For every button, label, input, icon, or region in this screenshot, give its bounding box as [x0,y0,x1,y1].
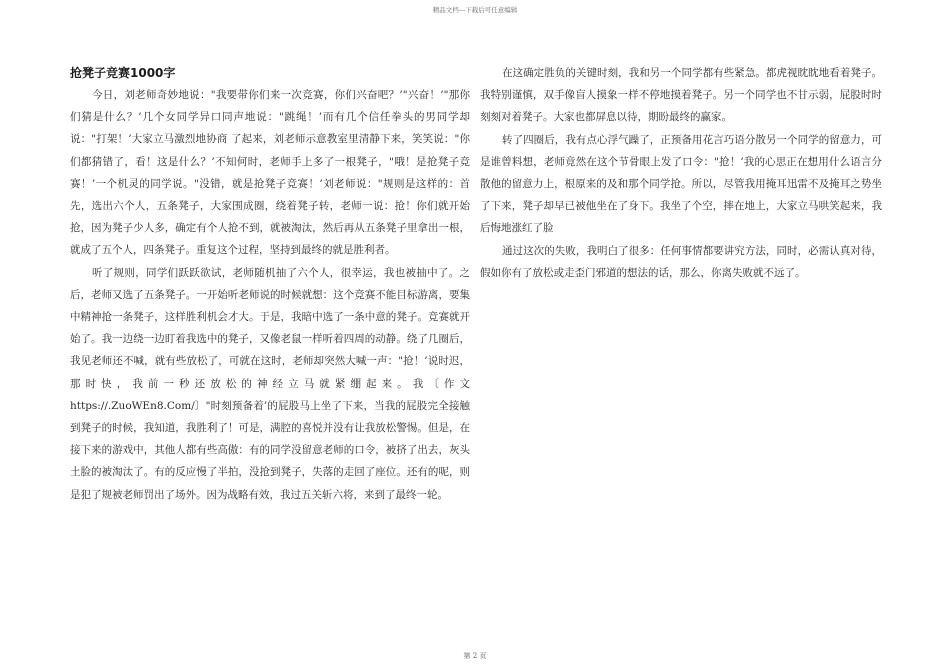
paragraph: 听了规则，同学们跃跃欲试，老师随机抽了六个人，很幸运，我也被抽中了。之后，老师又选了五条凳子。一开始听老师说的时候就想：这个竞赛不能目标游离，要集中精神抢一条凳子，这样胜利机会才大。于是，我暗中选了一条中意的凳子。竞赛就开始了。我一边绕一边盯着我选中的凳子，又像老鼠一样听着四周的动静。绕了几圈后，我见老师还不喊，就有些放松了，可就在这时，老师却突然大喊一声："抢！’说时迟，那时快，我前一秒还放松的神经立马就紧绷起来。我〔作文https://.ZuoWEn8.Com/〕"时刻预备着’的屁股马上坐了下来，当我的屁股完全接触到凳子的时候，我知道，我胜利了！可是，满腔的喜悦并没有让我放松警惕。但是，在接下来的游戏中，其他人都有些高傲：有的同学没留意老师的口令，被挤了出去，灰头土脸的被淘汰了。有的反应慢了半拍，没抢到凳子，失落的走回了座位。还有的呢，则是犯了规被老师罚出了场外。因为战略有效，我过五关斩六将，来到了最终一轮。 [70,266,470,501]
right-column [480,62,882,284]
page-number: 第 2 页 [463,652,487,660]
article-title: 抢凳子竞赛1000字 [70,66,176,80]
page-header: 精品文档---下载后可任意编辑 [432,6,518,14]
paragraph: 转了四圈后，我有点心浮气躁了，正预备用花言巧语分散另一个同学的留意力，可是谁曾料想，老师竟然在这个节骨眼上发了口令："抢！’我的心思正在想用什么语言分散他的留意力上，根原来的及和那个同学抢。所以，尽管我用掩耳迅雷不及掩耳之势坐了下来，凳子却早已被他坐在了身下。我坐了个空，摔在地上，大家立马哄笑起来，我后悔地涨红了脸 [480,133,882,235]
paragraph: 通过这次的失败，我明白了很多：任何事情都要讲究方法，同时，必需认真对待，假如你有了放松或走歪门邪道的想法的话，那么，你离失败就不远了。 [480,244,882,279]
left-column [70,62,470,506]
paragraph: 在这确定胜负的关键时刻，我和另一个同学都有些紧急。都虎视眈眈地看着凳子。我特别谨慎，双手像盲人摸象一样不停地摸着凳子。另一个同学也不甘示弱，屁股时时刻刻对着凳子。大家也都屏息以待，期盼最终的赢家。 [480,67,882,124]
paragraph: 今日，刘老师奇妙地说："我要带你们来一次竞赛，你们兴奋吧？’"兴奋！’"那你们猜是什么？’几个女同学异口同声地说："跳绳！’而有几个信任拳头的男同学却说："打架！’大家立马激烈地协商 了起来，刘老师示意教室里清静下来，笑笑说："你们都猜错了，看！这是什么？’不知何时，老师手上多了一根凳子，"哦！是抢凳子竞赛！’一个机灵的同学说。"没错，就是抢凳子竞赛！’刘老师说："规则是这样的：首先，选出六个人，五条凳子，大家围成圈，绕着凳子转，老师一说：抢！你们就开始抢，因为凳子少人多，确定有个人抢不到，就被淘汰，然后再从五条凳子里拿出一根，就成了五个人，四条凳子。重复这个过程，坚持到最终的就是胜利者。 [70,89,470,257]
